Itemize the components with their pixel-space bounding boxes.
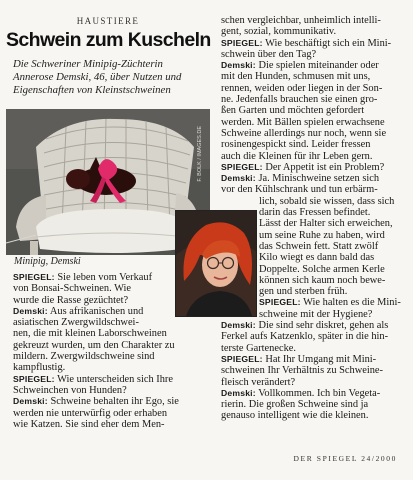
right-column: schen vergleichbar, unheimlich intelli- gent, sozial, kommunikativ. SPIEGEL: Wie beschäftigt sich ein Mini- schwein über den Tag? Demski: Die spielen miteinander oder mit den Hunden, schmusen mit uns, rennen, weiden oder liegen in der Son- ne. Jedenfalls brauchen sie einen gro- ßen Garten und möchten gefordert werden. Mit Bällen spielen erwachsene Schweine allerdings nur noch, wenn sie rosinengespickt sind. Leider fressen auch die Kleinen für ihr Leben gern. SPIEGEL: Der Appetit ist ein Problem? Demski: Ja. Minischweine setzen sich vor den Kühlschrank und tun erbärm- lich, sobald sie wissen, dass sich darin das Fressen befindet. Lässt der Halter sich erweichen, um seine Ruhe zu haben, wird das Schwein fett. Statt zwölf Kilo wiegt es dann bald das Doppelte. Solche armen Kerle können sich kaum noch bewe- gen und sterben früh. SPIEGEL: Wie halten es die Mini- schweine mit der Hygiene? Demski: Die sind sehr diskret, gehen als Ferkel aufs Katzenklo, später in die hin- terste Gartenecke. SPIEGEL: Hat Ihr Umgang mit Mini- schweinen Ihr Verhältnis zu Schweine- fleisch verändert? Demski: Vollkommen. Ich bin Vegeta- rierin. Die großen Schweine sind ja genauso intelligent wie die kleinen. [221,15,401,422]
section-kicker: HAUSTIERE [76,16,140,26]
dek: Die Schweriner Minipig-Züchterin Annerose Demski, 46, über Nutzen und Eigenschaften von Kleinstschweinen [13,58,182,97]
photo-caption: Minipig, Demski [14,256,81,267]
photo-credit: F. BOLK / IMAGES.DE [197,126,203,182]
headline: Schwein zum Kuscheln [6,29,211,51]
page-footer: DER SPIEGEL 24/2000 [293,454,397,463]
left-column: SPIEGEL: Sie leben vom Verkauf von Bonsai-Schweinen. Wie wurde die Rasse gezüchtet? Demski: Aus afrikanischen und asiatischen Zwergwildschwei- nen, die mit kleinen Laborschweinen gekreuzt wurden, um den Charakter zu mildern. Zwergwildschweine sind kampflustig. SPIEGEL: Wie unterscheiden sich Ihre Schweinchen von Hunden? Demski: Schweine behalten ihr Ego, sie werden nie unterwürfig oder erhaben wie Katzen. Sie sind eher dem Men- [13,272,179,430]
